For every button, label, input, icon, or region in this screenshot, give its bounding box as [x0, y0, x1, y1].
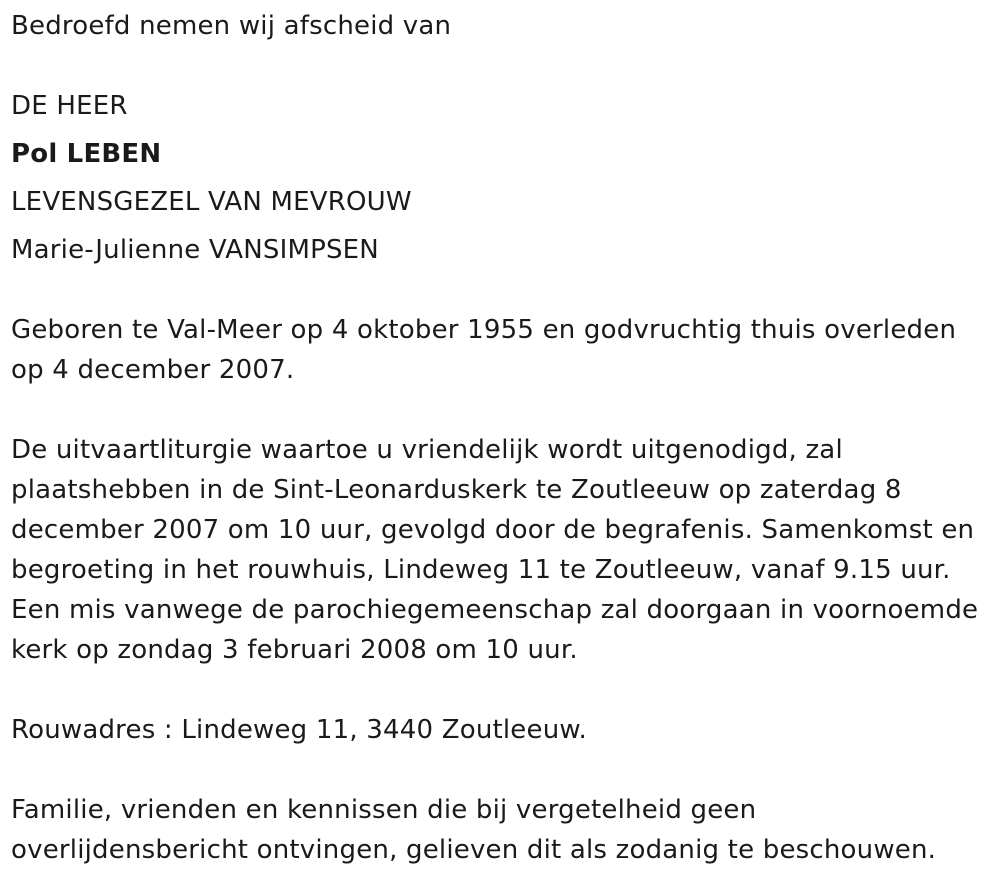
funeral-line: De uitvaartliturgie waartoe u vriendelijk wordt uitgenodigd, zal	[11, 435, 843, 465]
deceased-name: Pol LEBEN	[11, 139, 162, 169]
relation-text: LEVENSGEZEL VAN MEVROUW	[11, 187, 412, 217]
birth-death-line: Geboren te Val-Meer op 4 oktober 1955 en godvruchtig thuis overleden	[11, 315, 957, 345]
birth-death-line: op 4 december 2007.	[11, 355, 295, 385]
funeral-line: kerk op zondag 3 februari 2008 om 10 uur.	[11, 635, 578, 665]
intro-text: Bedroefd nemen wij afscheid van	[11, 11, 452, 41]
closing-line: overlijdensbericht ontvingen, gelieven dit als zodanig te beschouwen.	[11, 835, 937, 865]
funeral-line: plaatshebben in de Sint-Leonarduskerk te Zoutleeuw op zaterdag 8	[11, 475, 902, 505]
funeral-line: begroeting in het rouwhuis, Lindeweg 11 te Zoutleeuw, vanaf 9.15 uur.	[11, 555, 951, 585]
funeral-line: Een mis vanwege de parochiegemeenschap zal doorgaan in voornoemde	[11, 595, 979, 625]
partner-name: Marie-Julienne VANSIMPSEN	[11, 235, 379, 265]
funeral-line: december 2007 om 10 uur, gevolgd door de begrafenis. Samenkomst en	[11, 515, 975, 545]
mourning-address: Rouwadres : Lindeweg 11, 3440 Zoutleeuw.	[11, 715, 587, 745]
honorific-title: DE HEER	[11, 91, 128, 121]
closing-line: Familie, vrienden en kennissen die bij vergetelheid geen	[11, 795, 757, 825]
